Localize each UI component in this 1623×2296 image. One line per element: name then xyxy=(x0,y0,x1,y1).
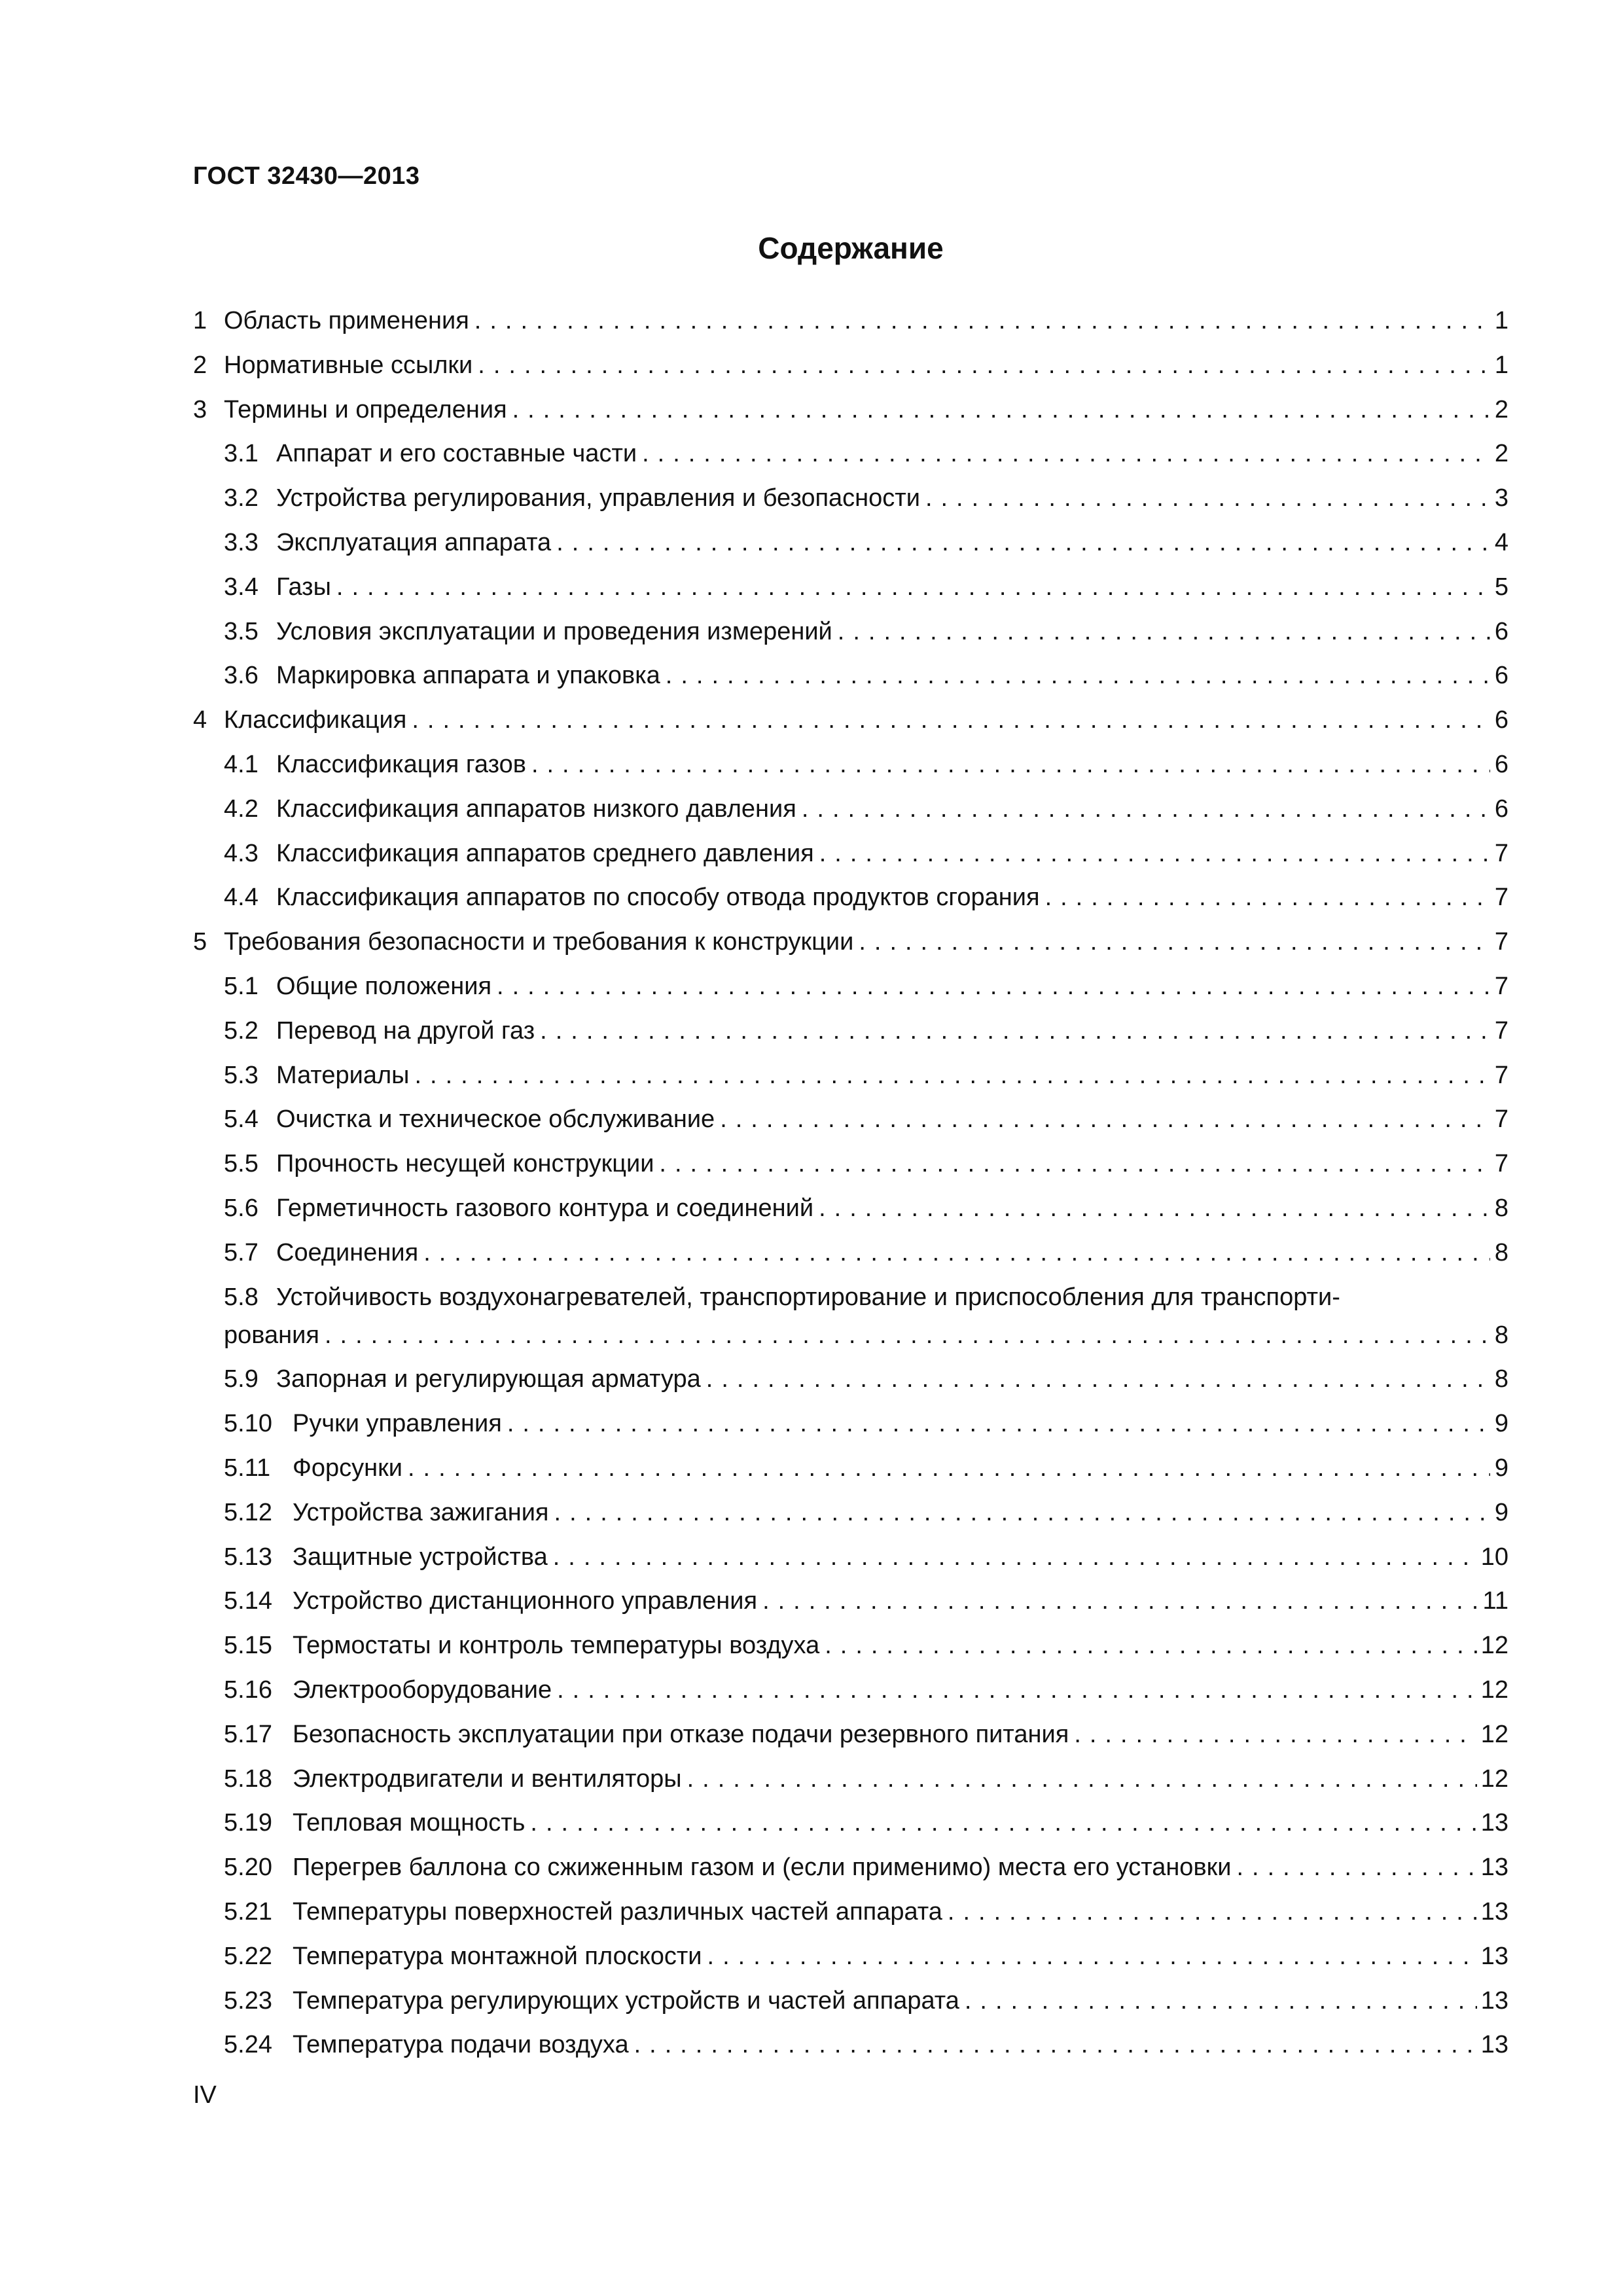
toc-entry xyxy=(0,1233,1623,1272)
toc-entry-leader-line xyxy=(224,700,1508,740)
dot-leader xyxy=(502,1404,1490,1443)
toc-entry-leader-line xyxy=(224,922,1508,961)
toc-entry-leader-line xyxy=(276,478,1508,518)
toc-entry-title: Запорная и регулирующая арматура xyxy=(276,1365,701,1393)
toc-entry xyxy=(0,656,1623,695)
dot-leader xyxy=(819,1626,1477,1665)
document-header-id: ГОСТ 32430—2013 xyxy=(193,162,420,190)
toc-entry-number: 5.13 xyxy=(224,1543,272,1571)
dot-leader xyxy=(701,1359,1490,1399)
toc-entry-number: 5.4 xyxy=(224,1105,259,1134)
toc-entry-leader-line xyxy=(276,1144,1508,1183)
toc-entry-title: Аппарат и его составные части xyxy=(276,440,637,468)
toc-entry-leader-line xyxy=(276,1011,1508,1050)
toc-entry-page: 6 xyxy=(1494,795,1508,823)
toc-entry-title: Герметичность газового контура и соединений xyxy=(276,1194,814,1222)
toc-entry xyxy=(0,922,1623,961)
toc-entry xyxy=(0,834,1623,873)
toc-entry xyxy=(0,523,1623,562)
toc-entry xyxy=(0,1715,1623,1754)
toc-entry-page: 12 xyxy=(1480,1676,1508,1704)
toc-entry-title: Устройство дистанционного управления xyxy=(293,1587,758,1615)
toc-entry-page: 5 xyxy=(1494,573,1508,601)
toc-entry-page: 2 xyxy=(1494,440,1508,468)
toc-entry-title: Эксплуатация аппарата xyxy=(276,529,552,556)
toc-entry-page: 12 xyxy=(1480,1720,1508,1748)
toc-entry xyxy=(0,1848,1623,1887)
toc-entry-title: Температура монтажной плоскости xyxy=(293,1942,702,1970)
dot-leader xyxy=(548,1537,1477,1577)
toc-entry-number: 3.5 xyxy=(224,617,259,645)
toc-entry-leader-line xyxy=(276,1056,1508,1095)
dot-leader xyxy=(796,789,1490,829)
dot-leader xyxy=(535,1011,1490,1050)
toc-entry xyxy=(0,478,1623,518)
toc-entry-title: Термостаты и контроль температуры воздуха xyxy=(293,1632,820,1660)
toc-entry-leader-line xyxy=(276,1359,1508,1399)
toc-entry xyxy=(0,1892,1623,1931)
dot-leader xyxy=(552,1670,1477,1710)
dot-leader xyxy=(1231,1848,1476,1887)
toc-entry-title: Термины и определения xyxy=(224,395,507,423)
toc-entry-leader-line xyxy=(293,1892,1508,1931)
toc-entry-number: 5.3 xyxy=(224,1061,259,1089)
toc-entry-title: Защитные устройства xyxy=(293,1543,548,1571)
toc-entry xyxy=(0,1448,1623,1488)
toc-entry-number: 5.12 xyxy=(224,1498,272,1526)
toc-entry-title: Устройства регулирования, управления и безопасности xyxy=(276,484,920,512)
toc-entry-page: 7 xyxy=(1494,1150,1508,1178)
toc-entry-title: Условия эксплуатации и проведения измерений xyxy=(276,617,832,645)
dot-leader xyxy=(526,745,1490,784)
toc-entry xyxy=(0,967,1623,1006)
toc-entry-number: 2 xyxy=(193,351,207,379)
toc-entry-title: Маркировка аппарата и упаковка xyxy=(276,662,660,690)
dot-leader xyxy=(757,1581,1478,1621)
toc-entry-title: рования xyxy=(224,1321,319,1349)
dot-leader xyxy=(473,346,1490,385)
toc-entry xyxy=(0,789,1623,829)
toc-entry-title: Безопасность эксплуатации при отказе подачи резервного питания xyxy=(293,1720,1069,1748)
dot-leader xyxy=(814,834,1490,873)
toc-entry-leader-line xyxy=(293,1448,1508,1488)
dot-leader xyxy=(629,2025,1477,2064)
toc-entry-page: 7 xyxy=(1494,973,1508,1000)
toc-entry-number: 1 xyxy=(193,307,207,334)
toc-entry-number: 5.16 xyxy=(224,1676,272,1704)
toc-entry-title: Требования безопасности и требования к конструкции xyxy=(224,928,854,956)
toc-entry-leader-line xyxy=(276,834,1508,873)
toc-entry-title: Нормативные ссылки xyxy=(224,351,473,379)
toc-entry-leader-line xyxy=(293,1493,1508,1532)
toc-entry-title: Устройства зажигания xyxy=(293,1498,549,1526)
toc-entry-page: 13 xyxy=(1480,1942,1508,1970)
toc-entry-number: 5.7 xyxy=(224,1238,259,1266)
toc-entry xyxy=(0,346,1623,385)
toc-entry-page: 7 xyxy=(1494,839,1508,867)
toc-entry-page: 13 xyxy=(1480,1809,1508,1837)
toc-entry-leader-line xyxy=(276,1100,1508,1139)
toc-entry xyxy=(0,878,1623,917)
toc-entry-leader-line xyxy=(276,967,1508,1006)
dot-leader xyxy=(654,1144,1490,1183)
toc-entry-number: 5.17 xyxy=(224,1720,272,1748)
toc-entry-number: 4.4 xyxy=(224,884,259,912)
dot-leader xyxy=(702,1937,1477,1976)
toc-entry-title: Ручки управления xyxy=(293,1410,502,1438)
toc-entry-leader-line xyxy=(276,1189,1508,1228)
toc-entry-title: Температуры поверхностей различных частей аппарата xyxy=(293,1898,942,1926)
toc-entry xyxy=(0,700,1623,740)
toc-entry-number: 5 xyxy=(193,928,207,956)
toc-entry-number: 5.14 xyxy=(224,1587,272,1615)
toc-entry xyxy=(0,1144,1623,1183)
toc-entry xyxy=(0,1011,1623,1050)
toc-entry-number: 3.2 xyxy=(224,484,259,512)
dot-leader xyxy=(942,1892,1477,1931)
toc-entry-leader-line xyxy=(293,1626,1508,1665)
toc-entry-title: Материалы xyxy=(276,1061,410,1089)
toc-entry-title: Электрооборудование xyxy=(293,1676,552,1704)
toc-entry-title-line: Устойчивость воздухонагревателей, транспортирование и приспособления для транспорти- xyxy=(276,1283,1340,1311)
toc-entry-number: 5.24 xyxy=(224,2031,272,2059)
toc-entry-page: 11 xyxy=(1482,1587,1508,1615)
toc-entry-page: 7 xyxy=(1494,1016,1508,1045)
toc-entry-number: 4 xyxy=(193,706,207,734)
dot-leader xyxy=(525,1803,1476,1842)
toc-entry-number: 4.2 xyxy=(224,795,259,823)
toc-entry-leader-line xyxy=(276,523,1508,562)
toc-entry-page: 7 xyxy=(1494,1061,1508,1089)
toc-entry-title: Классификация газов xyxy=(276,751,526,778)
toc-entry-leader-line xyxy=(293,1537,1508,1577)
toc-entry-leader-line xyxy=(293,1715,1508,1754)
toc-entry-leader-line xyxy=(293,1581,1508,1621)
toc-entry-leader-line xyxy=(276,1233,1508,1272)
toc-entry xyxy=(0,1803,1623,1842)
toc-entry-page: 8 xyxy=(1494,1238,1508,1266)
dot-leader xyxy=(637,434,1490,473)
dot-leader xyxy=(959,1981,1477,2020)
toc-entry xyxy=(0,745,1623,784)
dot-leader xyxy=(715,1100,1490,1139)
toc-entry-page: 6 xyxy=(1494,617,1508,645)
dot-leader xyxy=(507,390,1490,429)
toc-entry xyxy=(0,1670,1623,1710)
toc-entry-number: 5.18 xyxy=(224,1765,272,1793)
toc-entry-page: 7 xyxy=(1494,928,1508,956)
toc-entry-page: 8 xyxy=(1494,1321,1508,1349)
toc-entry-title: Электродвигатели и вентиляторы xyxy=(293,1765,682,1793)
toc-entry xyxy=(0,1100,1623,1139)
toc-entry-page: 13 xyxy=(1480,1986,1508,2015)
toc-entry xyxy=(0,1493,1623,1532)
toc-entry-page: 6 xyxy=(1494,751,1508,778)
toc-entry-title: Перевод на другой газ xyxy=(276,1016,535,1045)
dot-leader xyxy=(832,612,1490,651)
toc-entry-title: Классификация xyxy=(224,706,407,734)
toc-entry xyxy=(0,1359,1623,1399)
toc-entry-page: 3 xyxy=(1494,484,1508,512)
toc-entry-page: 9 xyxy=(1494,1498,1508,1526)
toc-entry-number: 5.10 xyxy=(224,1410,272,1438)
toc-entry-number: 4.1 xyxy=(224,751,259,778)
toc-entry xyxy=(0,301,1623,340)
toc-entry-page: 1 xyxy=(1494,351,1508,379)
toc-entry xyxy=(0,1278,1623,1355)
dot-leader xyxy=(409,1056,1490,1095)
toc-entry-number: 3.1 xyxy=(224,440,259,468)
dot-leader xyxy=(469,301,1490,340)
dot-leader xyxy=(402,1448,1490,1488)
toc-entry-title: Классификация аппаратов низкого давления xyxy=(276,795,796,823)
toc-entry-title: Очистка и техническое обслуживание xyxy=(276,1105,715,1134)
page-number: IV xyxy=(193,2081,217,2109)
toc-entry-page: 7 xyxy=(1494,1105,1508,1134)
toc-entry-leader-line xyxy=(276,745,1508,784)
toc-entry-number: 5.21 xyxy=(224,1898,272,1926)
toc-entry xyxy=(0,2025,1623,2064)
toc-entry-number: 5.6 xyxy=(224,1194,259,1222)
dot-leader xyxy=(853,922,1490,961)
toc-entry-leader-line xyxy=(276,434,1508,473)
toc-entry xyxy=(0,390,1623,429)
dot-leader xyxy=(549,1493,1490,1532)
dot-leader xyxy=(813,1189,1490,1228)
toc-entry-title: Общие положения xyxy=(276,973,492,1000)
toc-entry-leader-line xyxy=(276,656,1508,695)
toc-entry-title: Газы xyxy=(276,573,331,601)
dot-leader xyxy=(551,523,1490,562)
toc-entry-number: 5.19 xyxy=(224,1809,272,1837)
toc-entry xyxy=(0,1759,1623,1799)
toc-entry xyxy=(0,1189,1623,1228)
toc-entry-page: 9 xyxy=(1494,1454,1508,1482)
toc-entry-title: Форсунки xyxy=(293,1454,402,1482)
toc-entry-title: Прочность несущей конструкции xyxy=(276,1150,654,1178)
toc-entry-page: 13 xyxy=(1480,2031,1508,2059)
toc-entry-number: 5.15 xyxy=(224,1632,272,1660)
toc-entry-page: 4 xyxy=(1494,529,1508,556)
toc-entry-leader-line xyxy=(293,1848,1508,1887)
toc-entry-leader-line xyxy=(293,1937,1508,1976)
toc-entry-leader-line xyxy=(293,1981,1508,2020)
toc-entry-number: 5.1 xyxy=(224,973,259,1000)
toc-entry-page: 6 xyxy=(1494,706,1508,734)
toc-entry-leader-line xyxy=(224,1316,1508,1355)
toc-entry-title: Классификация аппаратов по способу отвода продуктов сгорания xyxy=(276,884,1040,912)
dot-leader xyxy=(331,567,1490,607)
toc-entry-page: 13 xyxy=(1480,1898,1508,1926)
toc-entry xyxy=(0,1937,1623,1976)
toc-entry-leader-line xyxy=(293,2025,1508,2064)
toc-entry-leader-line xyxy=(224,301,1508,340)
toc-entry-page: 8 xyxy=(1494,1365,1508,1393)
toc-entry-number: 5.8 xyxy=(224,1283,259,1311)
dot-leader xyxy=(1069,1715,1476,1754)
toc-entry-title: Соединения xyxy=(276,1238,419,1266)
toc-entry-page: 12 xyxy=(1480,1632,1508,1660)
toc-entry-title: Тепловая мощность xyxy=(293,1809,526,1837)
toc-entry-leader-line xyxy=(224,390,1508,429)
toc-entry-number: 3.3 xyxy=(224,529,259,556)
toc-entry xyxy=(0,1981,1623,2020)
dot-leader xyxy=(319,1316,1490,1355)
toc-entry-leader-line xyxy=(293,1759,1508,1799)
toc-entry-leader-line xyxy=(293,1404,1508,1443)
toc-entry xyxy=(0,1626,1623,1665)
dot-leader xyxy=(1040,878,1490,917)
toc-entry-number: 5.23 xyxy=(224,1986,272,2015)
toc-entry-page: 10 xyxy=(1480,1543,1508,1571)
dot-leader xyxy=(406,700,1490,740)
dot-leader xyxy=(491,967,1490,1006)
toc-entry-number: 3.6 xyxy=(224,662,259,690)
toc-entry-title: Область применения xyxy=(224,307,469,334)
dot-leader xyxy=(920,478,1490,518)
dot-leader xyxy=(418,1233,1490,1272)
toc-entry-number: 3 xyxy=(193,395,207,423)
toc-entry-number: 3.4 xyxy=(224,573,259,601)
toc-entry-page: 6 xyxy=(1494,662,1508,690)
toc-entry-title: Классификация аппаратов среднего давления xyxy=(276,839,814,867)
toc-entry xyxy=(0,567,1623,607)
toc-entry-page: 1 xyxy=(1494,307,1508,334)
toc-entry-leader-line xyxy=(293,1803,1508,1842)
dot-leader xyxy=(660,656,1490,695)
toc-entry xyxy=(0,1056,1623,1095)
toc-entry-title: Перегрев баллона со сжиженным газом и (если применимо) места его установки xyxy=(293,1854,1232,1882)
toc-entry-number: 5.20 xyxy=(224,1854,272,1882)
toc-entry-page: 9 xyxy=(1494,1410,1508,1438)
toc-entry-number: 5.11 xyxy=(224,1454,271,1482)
toc-entry-leader-line xyxy=(224,346,1508,385)
toc-entry-page: 13 xyxy=(1480,1854,1508,1882)
toc-entry-leader-line xyxy=(276,878,1508,917)
toc-entry-leader-line xyxy=(276,789,1508,829)
toc-entry xyxy=(0,434,1623,473)
toc-entry-page: 8 xyxy=(1494,1194,1508,1222)
toc-entry-title: Температура регулирующих устройств и частей аппарата xyxy=(293,1986,959,2015)
toc-entry-page: 12 xyxy=(1480,1765,1508,1793)
toc-entry xyxy=(0,1581,1623,1621)
toc-entry-page: 7 xyxy=(1494,884,1508,912)
toc-entry-leader-line xyxy=(293,1670,1508,1710)
toc-entry-leader-line xyxy=(276,612,1508,651)
dot-leader xyxy=(682,1759,1477,1799)
toc-entry-title: Температура подачи воздуха xyxy=(293,2031,629,2059)
toc-entry-number: 5.22 xyxy=(224,1942,272,1970)
page-title: Содержание xyxy=(758,231,944,265)
toc-entry-number: 5.2 xyxy=(224,1016,259,1045)
toc-entry xyxy=(0,1537,1623,1577)
toc-entry xyxy=(0,1404,1623,1443)
toc-entry-number: 4.3 xyxy=(224,839,259,867)
toc-entry-leader-line xyxy=(276,567,1508,607)
toc-entry-number: 5.9 xyxy=(224,1365,259,1393)
toc-entry-number: 5.5 xyxy=(224,1150,259,1178)
toc-entry xyxy=(0,612,1623,651)
toc-entry-page: 2 xyxy=(1494,395,1508,423)
